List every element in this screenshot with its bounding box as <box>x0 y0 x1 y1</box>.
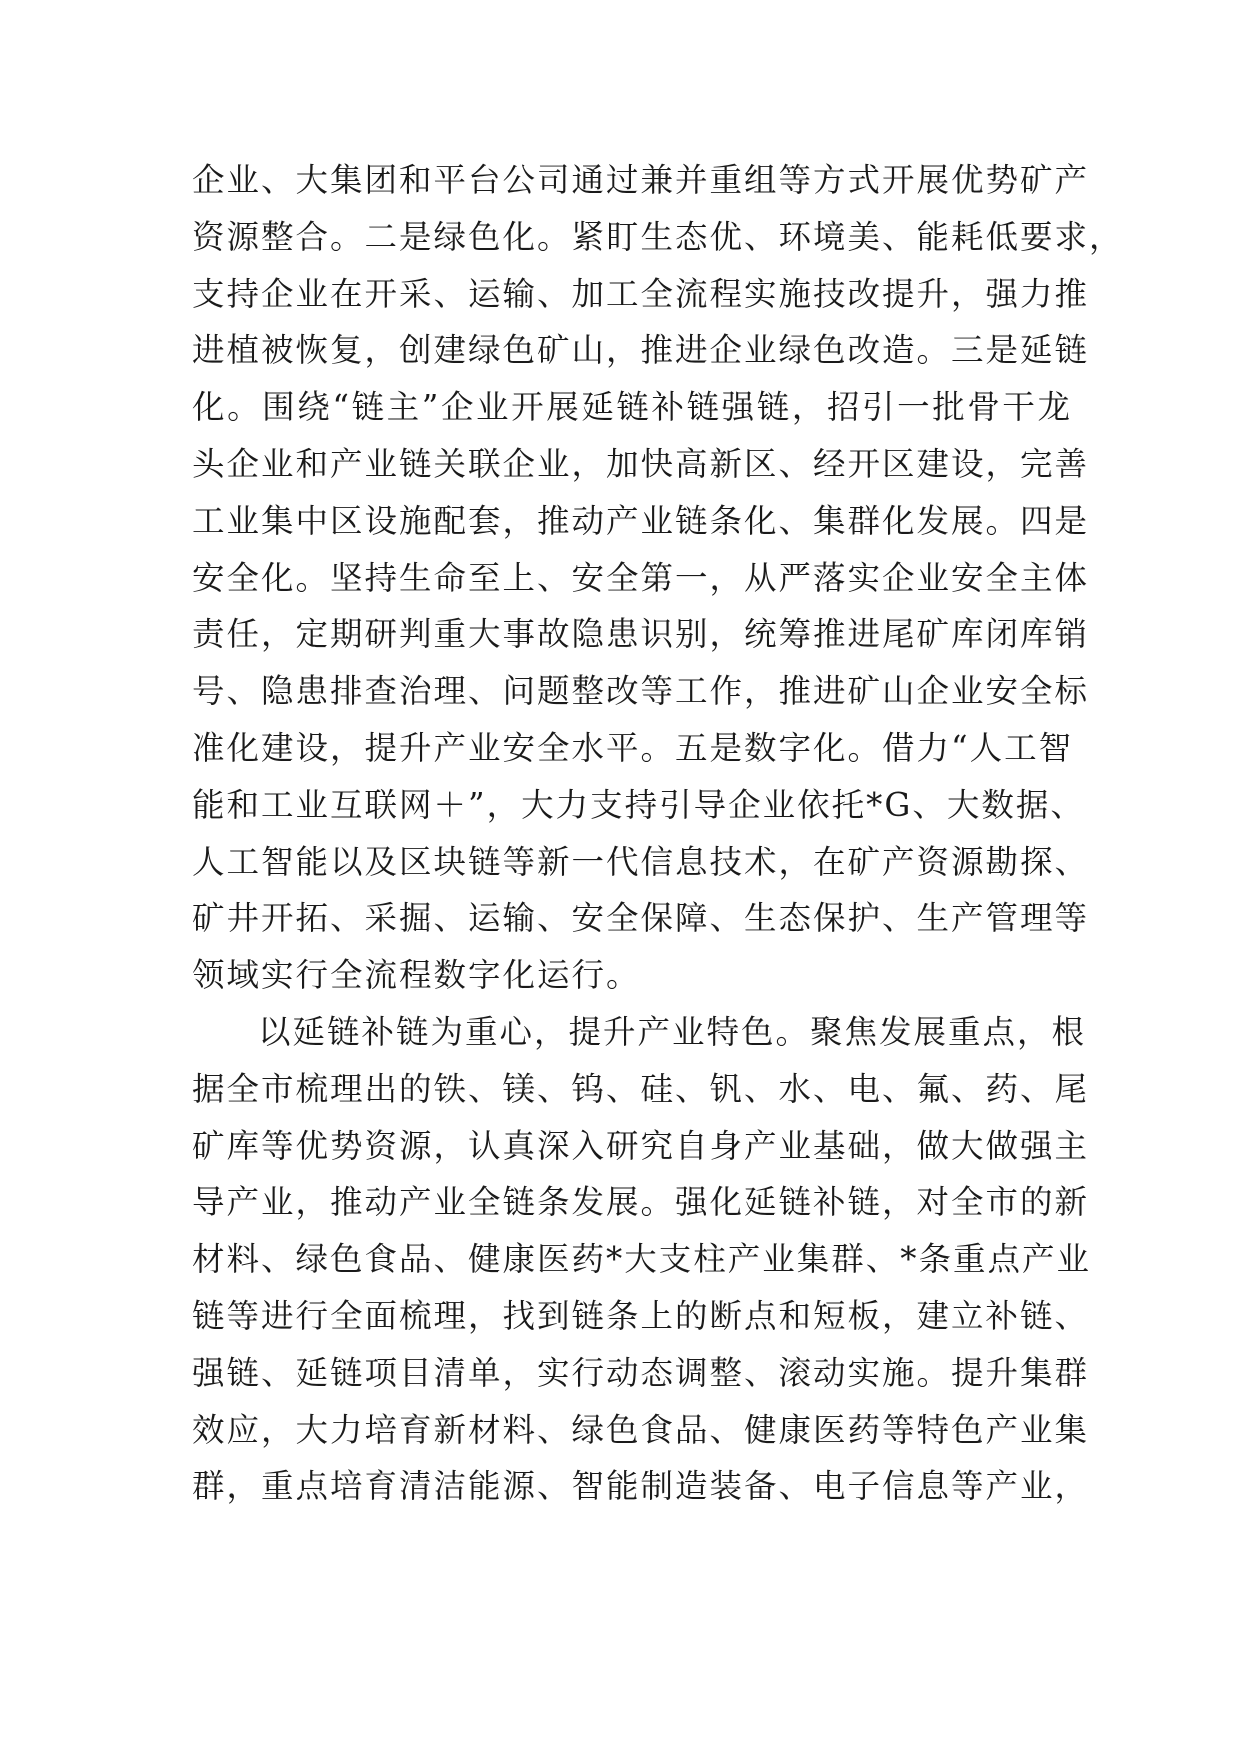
text-line: 准化建设，提升产业安全水平。五是数字化。借力“人工智 <box>192 728 1074 767</box>
text-line: 支持企业在开采、运输、加工全流程实施技改提升，强力推 <box>192 274 1090 313</box>
text-line: 资源整合。二是绿色化。紧盯生态优、环境美、能耗低要求， <box>192 217 1124 256</box>
text-line: 企业、大集团和平台公司通过兼并重组等方式开展优势矿产 <box>192 161 1090 199</box>
body-text <box>192 152 1124 1515</box>
paragraph-1 <box>192 152 1124 1004</box>
text-line: 导产业，推动产业全链条发展。强化延链补链，对全市的新 <box>192 1183 1090 1222</box>
text-line: 材料、绿色食品、健康医药*大支柱产业集群、*条重点产业 <box>192 1240 1092 1279</box>
text-line: 化。围绕“链主”企业开展延链补链强链，招引一批骨干龙 <box>192 388 1072 427</box>
text-line: 矿库等优势资源，认真深入研究自身产业基础，做大做强主 <box>192 1126 1090 1165</box>
text-line: 据全市梳理出的铁、镁、钨、硅、钒、水、电、氟、药、尾 <box>192 1069 1090 1108</box>
text-line: 能和工业互联网＋”，大力支持引导企业依托*G、大数据、 <box>192 785 1085 824</box>
paragraph-2 <box>192 1004 1092 1515</box>
text-line: 人工智能以及区块链等新一代信息技术，在矿产资源勘探、 <box>192 842 1090 881</box>
text-line: 号、隐患排查治理、问题整改等工作，推进矿山企业安全标 <box>192 672 1090 711</box>
text-line: 进植被恢复，创建绿色矿山，推进企业绿色改造。三是延链 <box>192 331 1090 370</box>
text-line: 群，重点培育清洁能源、智能制造装备、电子信息等产业， <box>192 1467 1090 1506</box>
text-line: 安全化。坚持生命至上、安全第一，从严落实企业安全主体 <box>192 558 1090 597</box>
text-line: 链等进行全面梳理，找到链条上的断点和短板，建立补链、 <box>192 1296 1090 1335</box>
text-line: 头企业和产业链关联企业，加快高新区、经开区建设，完善 <box>192 444 1090 483</box>
text-line: 以延链补链为重心，提升产业特色。聚焦发展重点，根 <box>258 1012 1087 1051</box>
text-line: 工业集中区设施配套，推动产业链条化、集群化发展。四是 <box>192 501 1090 540</box>
text-line: 矿井开拓、采掘、运输、安全保障、生态保护、生产管理等 <box>192 899 1090 938</box>
text-line: 强链、延链项目清单，实行动态调整、滚动实施。提升集群 <box>192 1353 1090 1392</box>
text-line: 责任，定期研判重大事故隐患识别，统筹推进尾矿库闭库销 <box>192 615 1090 654</box>
text-line: 效应，大力培育新材料、绿色食品、健康医药等特色产业集 <box>192 1410 1090 1449</box>
text-line: 领域实行全流程数字化运行。 <box>192 956 641 995</box>
